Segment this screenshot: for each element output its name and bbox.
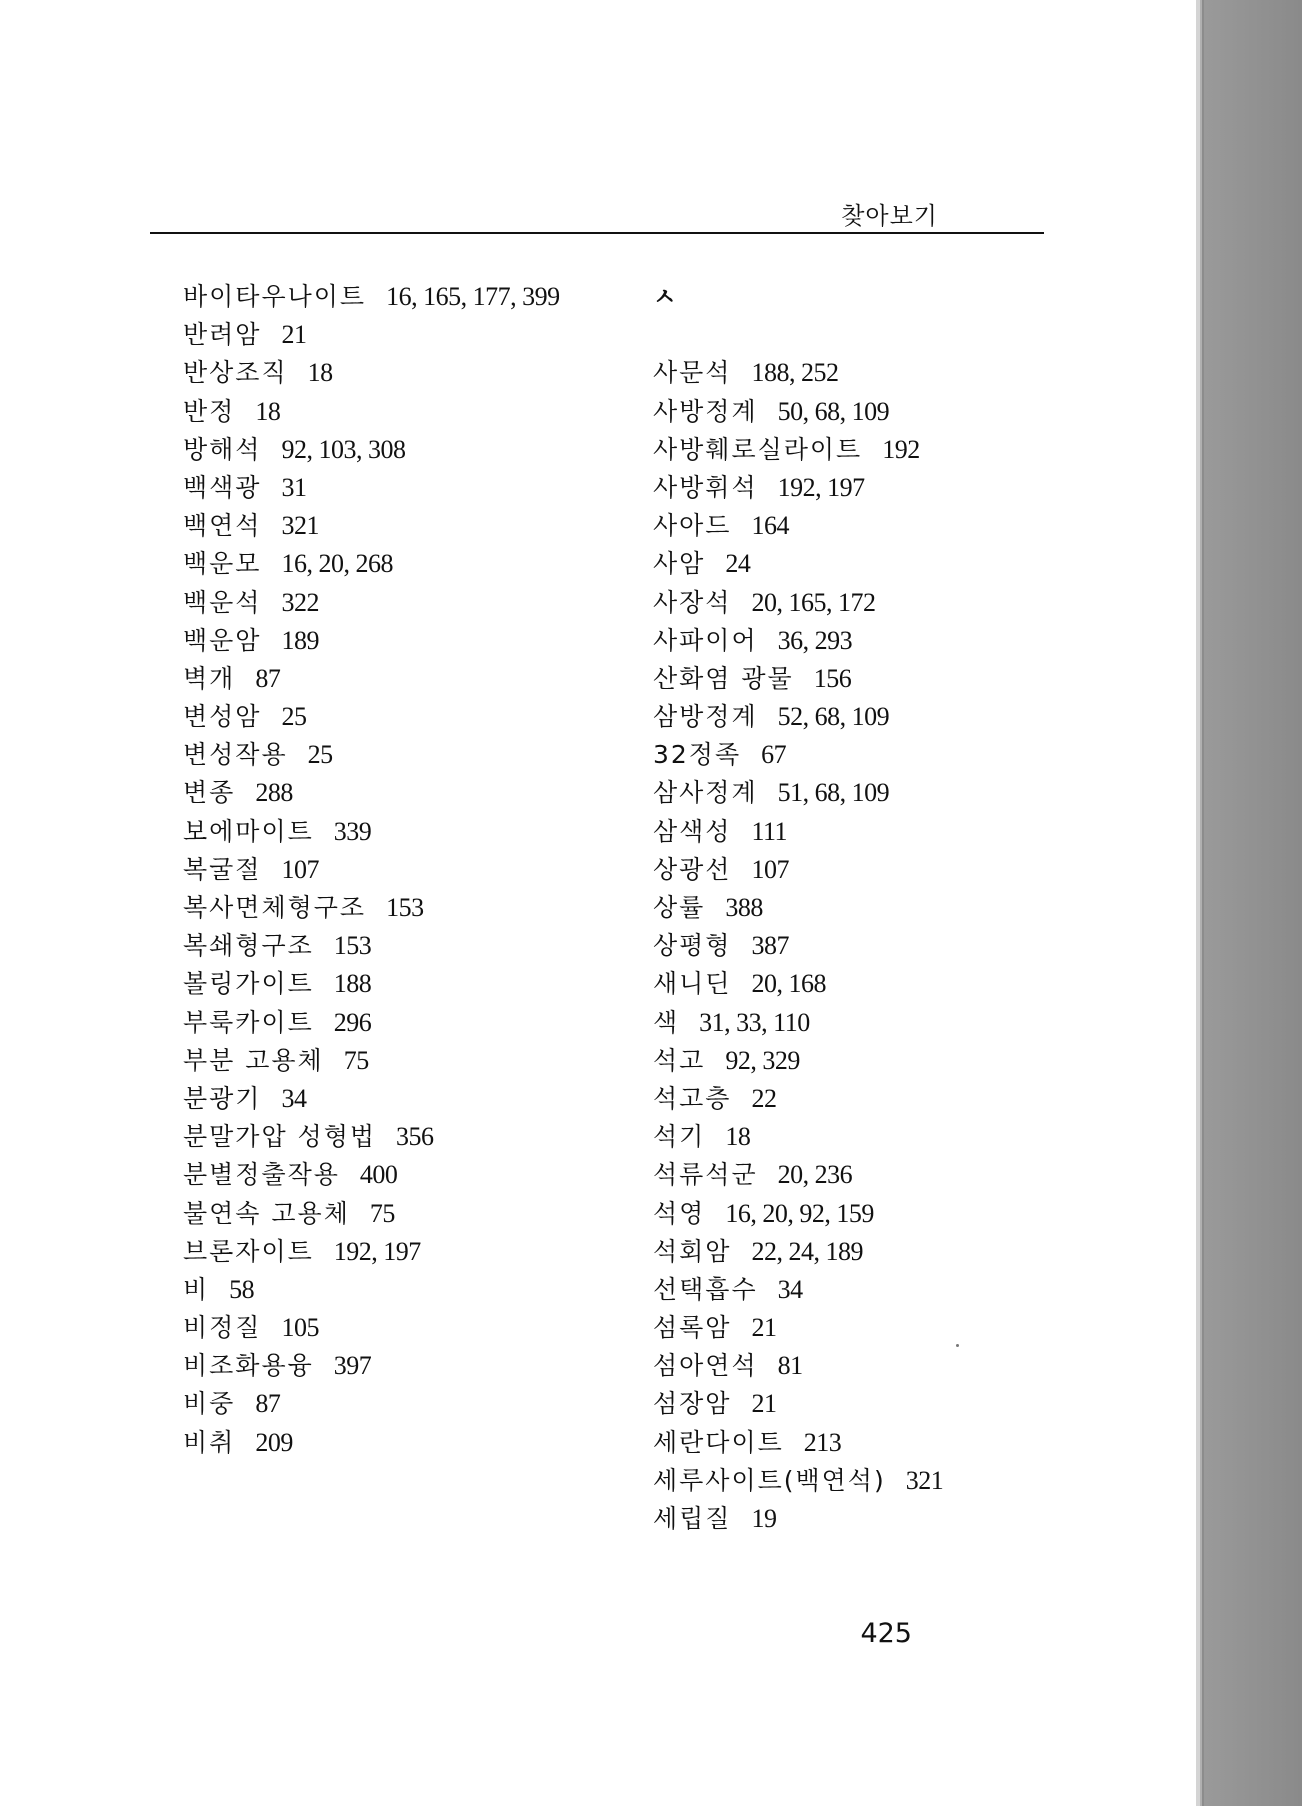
index-entry (183, 316, 560, 354)
index-term: 사문석 (653, 358, 732, 388)
index-entry (183, 545, 560, 583)
index-term: 섬장암 (653, 1389, 732, 1419)
index-entry (653, 736, 943, 774)
index-entry (653, 851, 943, 889)
index-term: 석기 (653, 1122, 706, 1152)
index-entry (653, 584, 943, 622)
index-term: 상광선 (653, 854, 732, 884)
index-term: 삼방정계 (653, 702, 758, 732)
index-term: 석류석군 (653, 1160, 758, 1190)
index-entry (183, 1233, 560, 1271)
index-entry (653, 1424, 943, 1462)
index-term: 불연속 고용체 (183, 1198, 350, 1228)
index-pages: 400 (359, 1160, 398, 1190)
index-pages: 22, 24, 189 (751, 1236, 863, 1266)
index-pages: 397 (333, 1351, 372, 1381)
index-term: 사방휘석 (653, 472, 758, 502)
index-term: 복쇄형구조 (183, 931, 314, 961)
index-term: 복굴절 (183, 854, 262, 884)
index-pages: 111 (751, 816, 788, 846)
index-entry (653, 393, 943, 431)
index-pages: 36, 293 (777, 625, 853, 655)
index-term: 사방정계 (653, 396, 758, 426)
index-entry (653, 813, 943, 851)
index-term: 복사면체형구조 (183, 893, 367, 922)
page-number: 425 (860, 1618, 912, 1649)
index-entry (653, 1500, 943, 1538)
index-pages: 31 (281, 472, 307, 502)
index-entry (653, 774, 943, 812)
index-pages: 31, 33, 110 (699, 1007, 810, 1037)
index-pages: 92, 103, 308 (281, 434, 406, 464)
index-entry (183, 927, 560, 965)
index-entry (183, 660, 560, 698)
index-pages: 105 (281, 1313, 319, 1343)
index-column-left (183, 278, 560, 1462)
index-entry (183, 354, 560, 392)
page-edge-shadow (1204, 0, 1302, 1806)
index-entry (653, 1462, 943, 1500)
index-term: 상평형 (653, 931, 732, 961)
index-pages: 18 (255, 396, 281, 426)
index-term: 사암 (653, 549, 706, 579)
index-pages: 58 (229, 1274, 255, 1304)
index-term: 사아드 (653, 511, 732, 541)
index-entry (183, 469, 560, 507)
index-term: 브론자이트 (183, 1236, 314, 1266)
index-entry (653, 354, 943, 392)
index-term: 비정질 (183, 1313, 262, 1343)
index-entry (183, 622, 560, 660)
index-term: 비조화용융 (183, 1351, 314, 1381)
index-entry (653, 1156, 943, 1194)
index-term: 상률 (653, 893, 706, 922)
section-heading (653, 278, 943, 316)
index-term: 32정족 (653, 740, 742, 770)
index-pages: 21 (751, 1389, 777, 1419)
index-term: 분광기 (183, 1083, 262, 1113)
index-term: 산화염 광물 (653, 663, 794, 693)
index-pages: 16, 165, 177, 399 (386, 282, 560, 311)
index-term: 색 (653, 1007, 680, 1037)
index-entry (653, 1271, 943, 1309)
index-entry (183, 1195, 560, 1233)
index-term: 선택흡수 (653, 1274, 758, 1304)
index-entry (653, 1385, 943, 1423)
index-column-right (653, 278, 943, 1538)
index-pages: 288 (255, 778, 293, 808)
index-pages: 18 (307, 358, 333, 388)
index-pages: 356 (396, 1122, 434, 1152)
index-entry (183, 507, 560, 545)
index-pages: 388 (725, 893, 763, 922)
index-term: 석고 (653, 1045, 706, 1075)
index-entry (183, 851, 560, 889)
index-term: 변종 (183, 778, 236, 808)
index-term: 백운암 (183, 625, 262, 655)
index-pages: 24 (725, 549, 751, 579)
index-entry (183, 1271, 560, 1309)
index-pages: 321 (281, 511, 319, 541)
index-entry (183, 889, 560, 927)
index-pages: 189 (281, 625, 319, 655)
index-entry (653, 698, 943, 736)
index-pages: 67 (761, 740, 787, 770)
index-pages: 25 (307, 740, 333, 770)
index-term: 벽개 (183, 663, 236, 693)
index-entry (653, 1004, 943, 1042)
index-entry (653, 507, 943, 545)
index-pages: 75 (369, 1198, 395, 1228)
index-pages: 164 (751, 511, 789, 541)
index-entry (183, 698, 560, 736)
index-pages: 192 (882, 434, 920, 464)
index-pages: 16, 20, 268 (281, 549, 393, 579)
index-term: 섬아연석 (653, 1351, 758, 1381)
index-term: 사파이어 (653, 625, 758, 655)
index-term: 섬록암 (653, 1313, 732, 1343)
index-term: 백색광 (183, 472, 262, 502)
index-term: 반정 (183, 396, 236, 426)
index-term: 반상조직 (183, 358, 288, 388)
index-entry (653, 1195, 943, 1233)
index-entry (183, 1004, 560, 1042)
index-term: 분별정출작용 (183, 1160, 340, 1190)
index-entry (653, 889, 943, 927)
running-head: 찾아보기 (841, 202, 938, 230)
index-entry (183, 965, 560, 1003)
index-entry (653, 1042, 943, 1080)
index-pages: 34 (281, 1083, 307, 1113)
index-entry (183, 774, 560, 812)
index-term: 삼사정계 (653, 778, 758, 808)
index-term: 석영 (653, 1198, 706, 1228)
index-term: 방해석 (183, 434, 262, 464)
index-term: 부룩카이트 (183, 1007, 314, 1037)
index-entry (653, 1347, 943, 1385)
index-entry (653, 431, 943, 469)
index-pages: 20, 165, 172 (751, 587, 876, 617)
index-entry (183, 431, 560, 469)
index-pages: 52, 68, 109 (777, 702, 890, 732)
index-entry (183, 1385, 560, 1423)
index-term: 바이타우나이트 (183, 282, 367, 311)
index-pages: 321 (905, 1465, 944, 1495)
index-entry (653, 1233, 943, 1271)
index-pages: 209 (255, 1427, 293, 1457)
index-pages: 18 (725, 1122, 751, 1152)
index-term: 사방훼로실라이트 (653, 434, 863, 464)
index-pages: 20, 168 (751, 969, 826, 999)
index-pages: 213 (803, 1427, 842, 1457)
header-rule (150, 232, 1044, 234)
index-entry (653, 660, 943, 698)
index-entry (653, 927, 943, 965)
index-term: 백연석 (183, 511, 262, 541)
index-entry (183, 1042, 560, 1080)
index-entry (183, 584, 560, 622)
index-pages: 21 (751, 1313, 777, 1343)
index-entry (183, 278, 560, 316)
index-term: 비 (183, 1274, 210, 1304)
index-pages: 87 (255, 663, 281, 693)
index-pages: 387 (751, 931, 789, 961)
index-entry (653, 1118, 943, 1156)
index-entry (183, 393, 560, 431)
index-pages: 34 (777, 1274, 803, 1304)
index-term: 부분 고용체 (183, 1045, 324, 1075)
index-pages: 21 (281, 320, 307, 350)
index-term: 볼링가이트 (183, 969, 314, 999)
index-pages: 188, 252 (751, 358, 839, 388)
index-pages: 25 (281, 702, 307, 732)
index-term: 비중 (183, 1389, 236, 1419)
index-term: 세란다이트 (653, 1427, 784, 1457)
index-pages: 87 (255, 1389, 281, 1419)
index-term: 백운석 (183, 587, 262, 617)
index-pages: 153 (386, 893, 424, 922)
index-pages: 153 (333, 931, 372, 961)
index-entry (653, 1080, 943, 1118)
index-entry (183, 1347, 560, 1385)
section-spacer (653, 316, 943, 354)
index-entry (183, 1424, 560, 1462)
index-term: 보에마이트 (183, 816, 314, 846)
index-pages: 107 (281, 854, 319, 884)
index-pages: 192, 197 (777, 472, 865, 502)
index-pages: 192, 197 (333, 1236, 421, 1266)
index-entry (653, 1309, 943, 1347)
index-entry (653, 622, 943, 660)
index-term: 백운모 (183, 549, 262, 579)
index-pages: 156 (813, 663, 852, 693)
index-pages: 75 (343, 1045, 369, 1075)
index-term: 변성암 (183, 702, 262, 732)
index-entry (653, 469, 943, 507)
index-term: 삼색성 (653, 816, 732, 846)
index-entry (183, 1309, 560, 1347)
index-term: 세립질 (653, 1504, 732, 1533)
index-pages: 322 (281, 587, 319, 617)
index-entry (653, 545, 943, 583)
index-pages: 296 (333, 1007, 372, 1037)
index-pages: 19 (751, 1504, 777, 1533)
index-pages: 92, 329 (725, 1045, 800, 1075)
index-term: 반려암 (183, 320, 262, 350)
index-term: 비취 (183, 1427, 236, 1457)
index-entry (183, 736, 560, 774)
index-pages: 50, 68, 109 (777, 396, 890, 426)
index-pages: 16, 20, 92, 159 (725, 1198, 874, 1228)
index-term: 분말가압 성형법 (183, 1122, 376, 1152)
index-entry (183, 813, 560, 851)
index-term: 세루사이트(백연석) (653, 1465, 886, 1495)
index-pages: 188 (333, 969, 372, 999)
index-entry (183, 1080, 560, 1118)
index-entry (183, 1156, 560, 1194)
section-letter: ㅅ (653, 283, 677, 311)
index-entry (653, 965, 943, 1003)
index-term: 새니딘 (653, 969, 732, 999)
index-term: 사장석 (653, 587, 732, 617)
index-term: 석고층 (653, 1083, 732, 1113)
index-pages: 81 (777, 1351, 803, 1381)
index-pages: 107 (751, 854, 789, 884)
index-entry (183, 1118, 560, 1156)
index-term: 변성작용 (183, 740, 288, 770)
index-pages: 339 (333, 816, 372, 846)
index-pages: 20, 236 (777, 1160, 853, 1190)
index-pages: 22 (751, 1083, 777, 1113)
index-pages: 51, 68, 109 (777, 778, 890, 808)
index-term: 석회암 (653, 1236, 732, 1266)
scan-speck (956, 1344, 959, 1347)
